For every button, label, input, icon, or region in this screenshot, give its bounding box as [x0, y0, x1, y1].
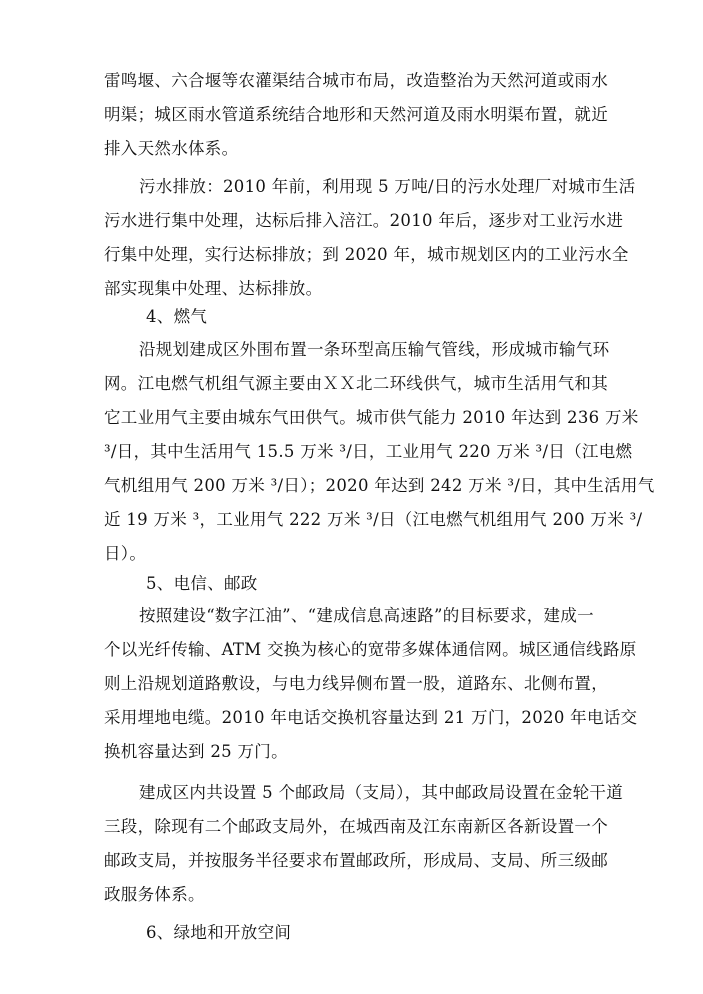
paragraph-line: 换机容量达到 25 万门。: [104, 742, 288, 761]
section-heading-green-space: 6、绿地和开放空间: [146, 923, 292, 942]
paragraph-line: 采用埋地电缆。2010 年电话交换机容量达到 21 万门，2020 年电话交: [104, 708, 638, 727]
section-heading-telecom-post: 5、电信、邮政: [146, 574, 258, 593]
paragraph-line: 近 19 万米 ³，工业用气 222 万米 ³/日（江电燃气机组用气 200 万米 ³/: [104, 510, 643, 529]
paragraph-line: 日）。: [104, 544, 147, 563]
paragraph-line: 污水排放：2010 年前，利用现 5 万吨/日的污水处理厂对城市生活: [139, 177, 636, 196]
section-heading-gas: 4、燃气: [146, 307, 208, 326]
paragraph-line: 网。江电燃气机组气源主要由ＸＸ北二环线供气，城市生活用气和其: [104, 374, 608, 393]
paragraph-line: 雷鸣堰、六合堰等农灌渠结合城市布局，改造整治为天然河道或雨水: [104, 71, 608, 90]
paragraph-line: 政服务体系。: [104, 885, 205, 904]
paragraph-line: 部实现集中处理、达标排放。: [104, 279, 323, 298]
paragraph-line: 邮政支局，并按服务半径要求布置邮政所，形成局、支局、所三级邮: [104, 851, 608, 870]
paragraph-line: 个以光纤传输、ATM 交换为核心的宽带多媒体通信网。城区通信线路原: [104, 640, 637, 659]
paragraph-line: 沿规划建成区外围布置一条环型高压输气管线，形成城市输气环: [139, 340, 610, 359]
paragraph-line: 按照建设“数字江油”、“建成信息高速路”的目标要求，建成一: [139, 606, 594, 625]
paragraph-line: 明渠；城区雨水管道系统结合地形和天然河道及雨水明渠布置，就近: [104, 105, 608, 124]
paragraph-line: 它工业用气主要由城东气田供气。城市供气能力 2010 年达到 236 万米: [104, 408, 639, 427]
paragraph-line: ³/日，其中生活用气 15.5 万米 ³/日，工业用气 220 万米 ³/日（江电燃: [104, 442, 633, 461]
paragraph-line: 污水进行集中处理，达标后排入涪江。2010 年后，逐步对工业污水进: [104, 211, 624, 230]
paragraph-line: 建成区内共设置 5 个邮政局（支局），其中邮政局设置在金轮干道: [139, 783, 624, 802]
paragraph-line: 三段，除现有二个邮政支局外，在城西南及江东南新区各新设置一个: [104, 817, 608, 836]
paragraph-line: 则上沿规划道路敷设，与电力线异侧布置一股，道路东、北侧布置，: [104, 674, 608, 693]
paragraph-line: 气机组用气 200 万米 ³/日）；2020 年达到 242 万米 ³/日，其中生活用气: [104, 476, 655, 495]
paragraph-line: 排入天然水体系。: [104, 139, 239, 158]
paragraph-line: 行集中处理，实行达标排放；到 2020 年，城市规划区内的工业污水全: [104, 245, 629, 264]
